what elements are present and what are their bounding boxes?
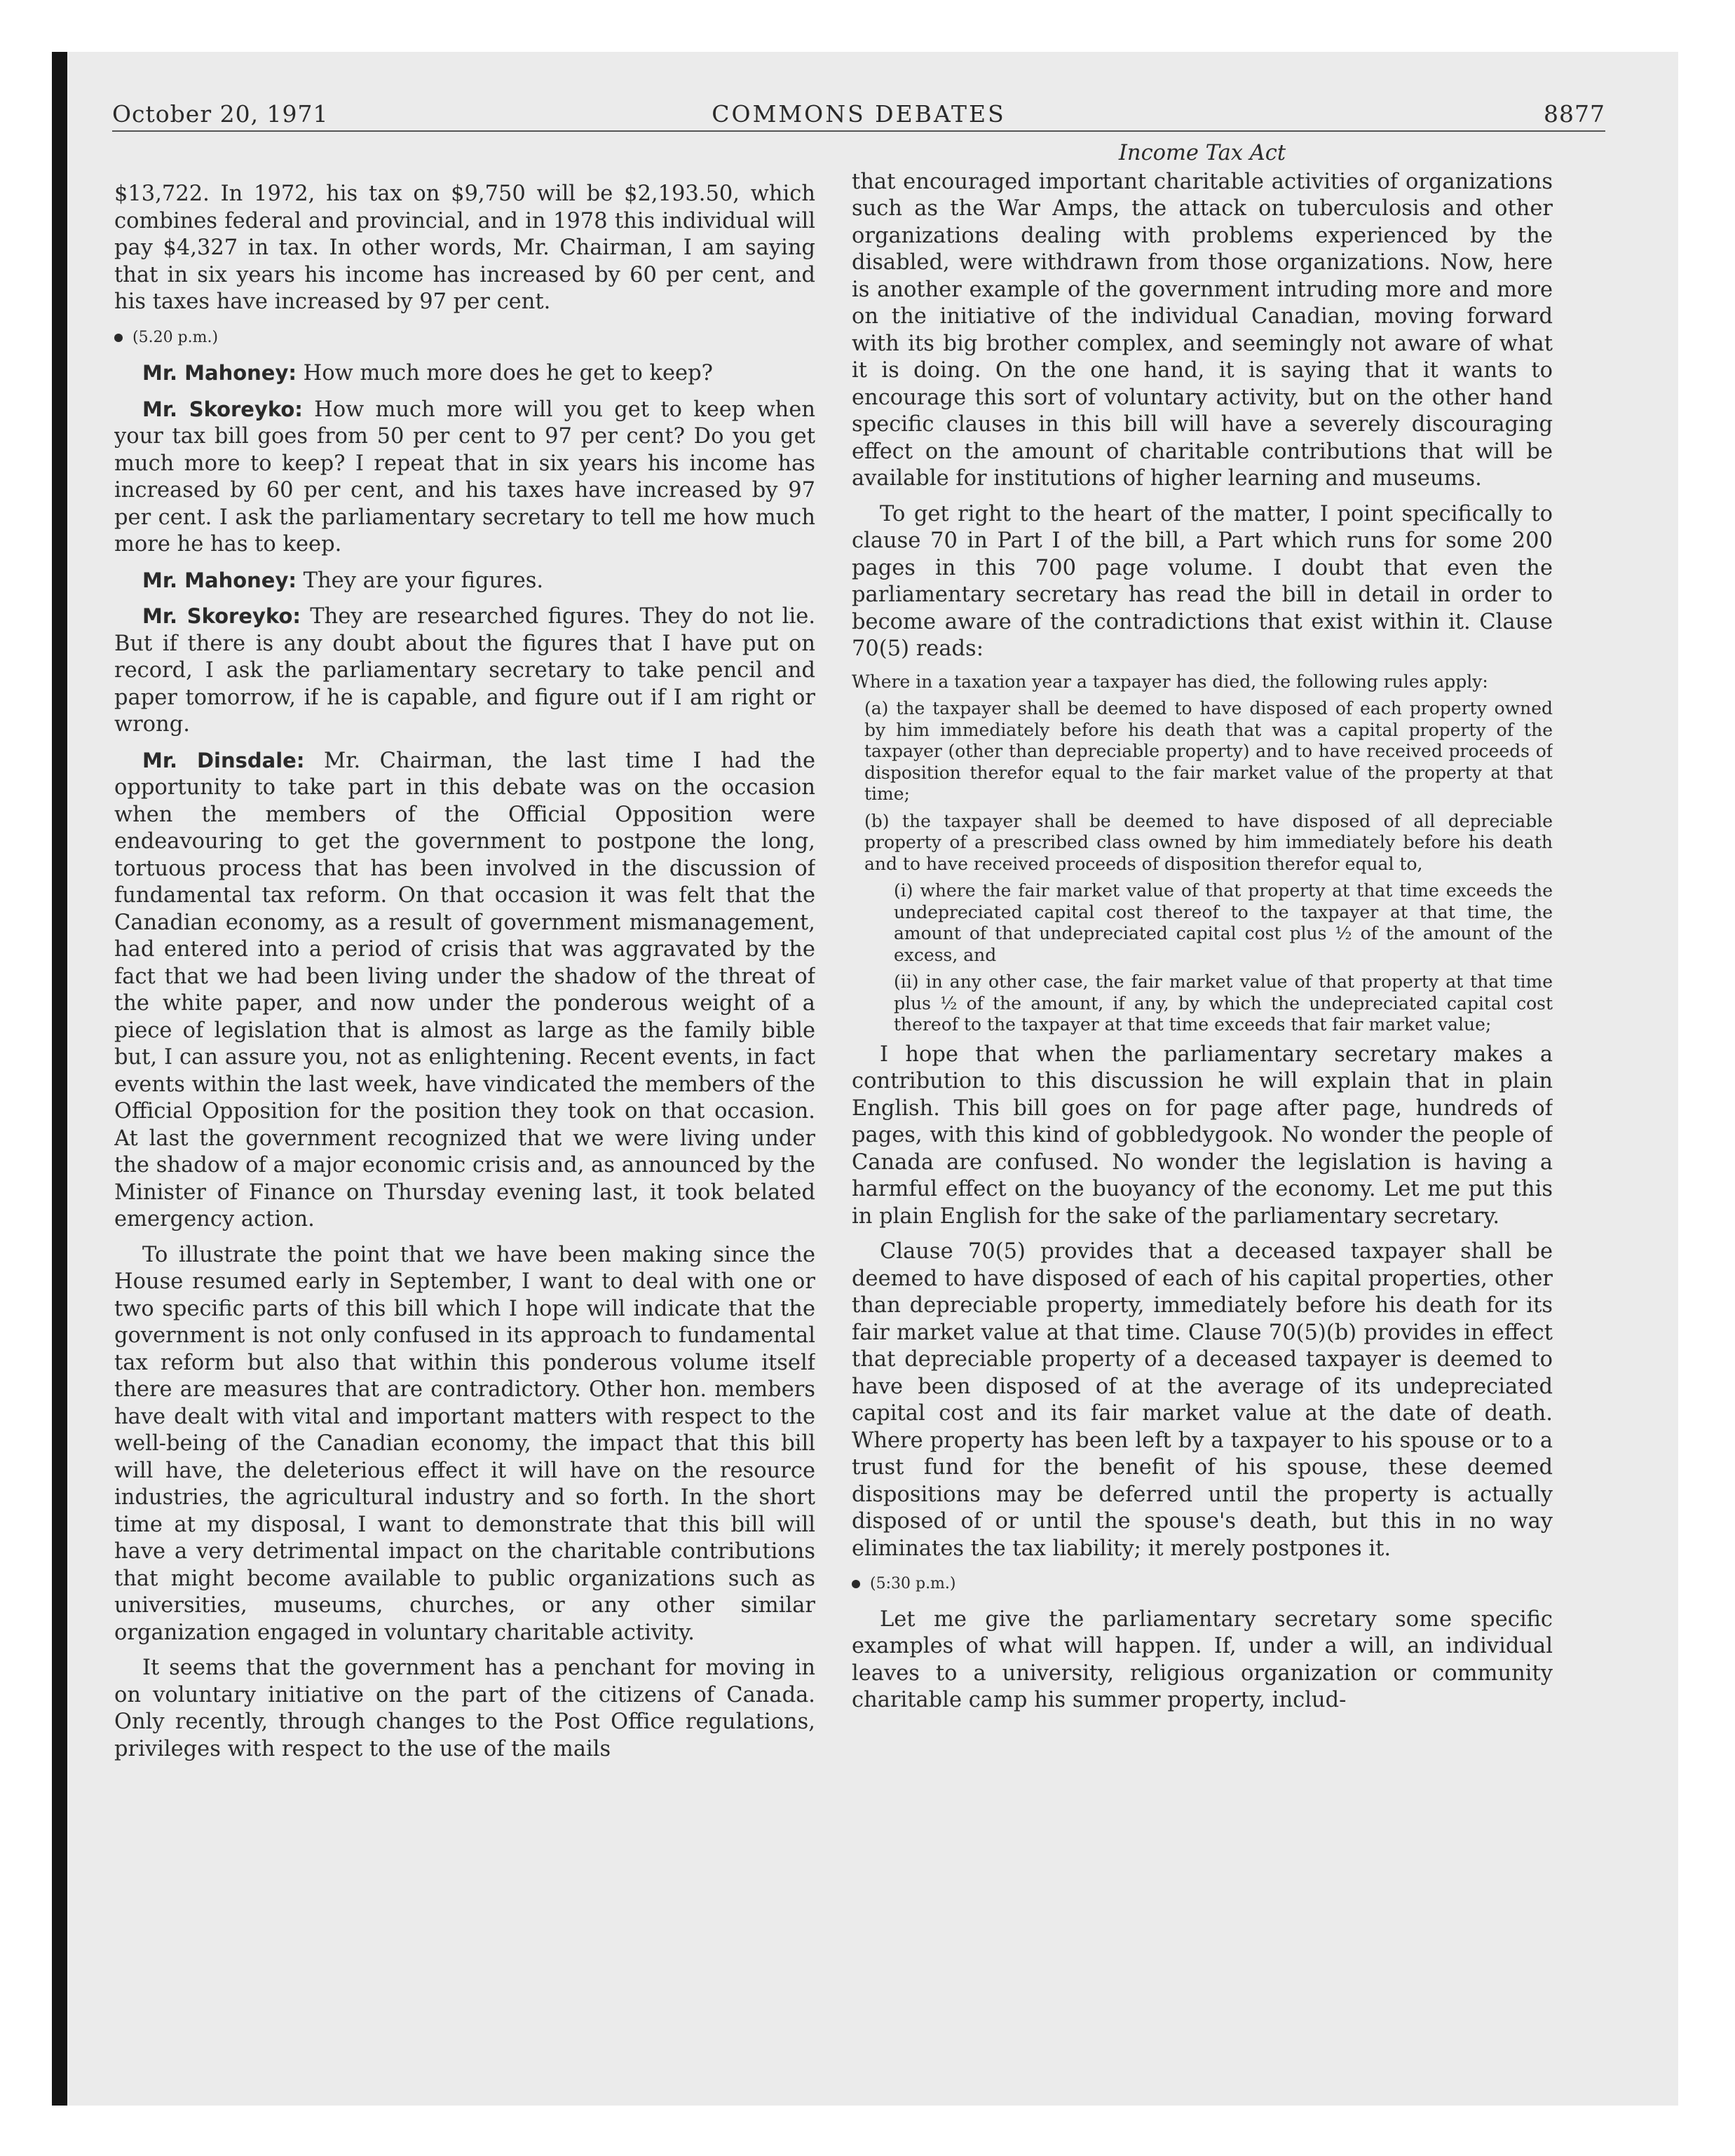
timestamp — [852, 1571, 1553, 1598]
timestamp-text: (5.20 p.m.) — [132, 328, 219, 346]
speech-text: How much more does he get to keep? — [303, 361, 713, 386]
header-publication: COMMONS DEBATES — [712, 100, 1006, 128]
quoted-clause: (b) the taxpayer shall be deemed to have disposed of all depreciable property of a prescribed class owned by him immediately before his death and to have received proceeds of disposition therefor equal to, — [864, 810, 1553, 874]
body-paragraph: It seems that the government has a penchant for moving in on voluntary initiative on the part of the citizens of Canada. Only recently, through changes to the Post Office regulations, privileges with respect to the use of the mails — [114, 1656, 815, 1761]
speaker-name: Mr. Mahoney: — [142, 568, 297, 592]
quoted-clause: (ii) in any other case, the fair market value of that property at that time plus ½ of the amount, if any, by which the undepreciated capital cost thereof to the taxpayer at that time exceeds that fair market value; — [894, 971, 1553, 1035]
timestamp-text: (5:30 p.m.) — [870, 1575, 956, 1592]
speech-text: They are researched figures. They do not lie. But if there is any doubt about the figures that I have put on record, I ask the parliamentary secretary to take pencil and paper tomorrow, if he is capable, and figure out if I am right or wrong. — [114, 604, 815, 737]
body-paragraph: that encouraged important charitable activities of organizations such as the War Amps, the attack on tuberculosis and other organizations dealing with problems experienced by the disabled, were withdrawn from those organizations. Now, here is another example of the government intruding more and more on the initiative of the individual Canadian, moving forward with its big brother complex, and seemingly not aware of what it is doing. On the one hand, it is saying that it wants to encourage this sort of voluntary activity, but on the other hand specific clauses in this bill will have a severely discouraging effect on the amount of charitable contributions that will be available for institutions of higher learning and museums. — [852, 169, 1553, 491]
body-paragraph: To get right to the heart of the matter, I point specifically to clause 70 in Part I of the bill, a Part which runs for some 200 pages in this 700 page volume. I doubt that even the parliamentary secretary has read the bill in detail in order to become aware of the contradictions that exist within it. Clause 70(5) reads: — [852, 501, 1553, 661]
speaker-name: Mr. Mahoney: — [142, 361, 297, 385]
quoted-clause: (i) where the fair market value of that property at that time exceeds the undepreciated capital cost thereof to the taxpayer at that time, the amount of that undepreciated capital cost plus ½ of the amount of the excess, and — [894, 880, 1553, 965]
running-head — [112, 90, 1605, 132]
speech-text: Mr. Chairman, the last time I had the opportunity to take part in this debate was on the occasion when the members of the Official Opposition were endeavouring to get the government to postpone the long, tortuous process that has been involved in the discussion of fundamental tax reform. On that occasion it was felt that the Canadian economy, as a result of government mismanagement, had entered into a period of crisis that was aggravated by the fact that we had been living under the shadow of the threat of the white paper, and now under the ponderous weight of a piece of legislation that is almost as large as the family bible but, I can assure you, not as enlightening. Recent events, in fact events within the last week, have vindicated the members of the Official Opposition for the position they took on that occasion. At last the government recognized that we were living under the shadow of a major economic crisis and, as announced by the Minister of Finance on Thursday evening last, it took belated emergency action. — [114, 748, 815, 1231]
bullet-icon — [852, 1580, 860, 1588]
quoted-clause: (a) the taxpayer shall be deemed to have disposed of each property owned by him immediately before his death that was a capital property of the taxpayer (other than depreciable property) and to have received proceeds of disposition therefor equal to the fair market value of the property at that time; — [864, 698, 1553, 804]
left-column — [114, 181, 815, 2003]
body-paragraph: Clause 70(5) provides that a deceased taxpayer shall be deemed to have disposed of each of his capital properties, other than depreciable property, immediately before his death for its fair market value at that time. Clause 70(5)(b) provides in effect that depreciable property of a deceased taxpayer is deemed to have been disposed of at the average of its undepreciated capital cost and its fair market value at the date of death. Where property has been left by a taxpayer to his spouse or to a trust fund for the benefit of his spouse, these deemed dispositions may be deferred until the property is actually disposed of or until the spouse's death, but this in no way eliminates the tax liability; it merely postpones it. — [852, 1239, 1553, 1561]
timestamp — [114, 325, 815, 352]
speech-paragraph — [114, 396, 815, 559]
speech-text: How much more will you get to keep when your tax bill goes from 50 per cent to 97 per cent? Do you get much more to keep? I repeat that in six years his income has increased by 60 per cent, and his taxes have increased by 97 per cent. I ask the parliamentary secretary to tell me how much more he has to keep. — [114, 397, 815, 557]
speech-paragraph — [114, 360, 815, 388]
scan-edge-shadow — [52, 52, 67, 2106]
speech-text: They are your figures. — [303, 568, 544, 593]
column-title: Income Tax Act — [1118, 141, 1286, 165]
header-page-number: 8877 — [1544, 100, 1605, 128]
speaker-name: Mr. Skoreyko: — [142, 397, 303, 421]
speaker-name: Mr. Dinsdale: — [142, 748, 305, 772]
body-paragraph: Let me give the parliamentary secretary some specific examples of what will happen. If, under a will, an individual leaves to a university, religious organization or community charitable camp his summer property, includ- — [852, 1606, 1553, 1712]
speech-paragraph — [114, 567, 815, 595]
body-paragraph: $13,722. In 1972, his tax on $9,750 will be $2,193.50, which combines federal and provincial, and in 1978 this individual will pay $4,327 in tax. In other words, Mr. Chairman, I am saying that in six years his income has increased by 60 per cent, and his taxes have increased by 97 per cent. — [114, 182, 815, 314]
body-paragraph: To illustrate the point that we have been making since the House resumed early in September, I want to deal with one or two specific parts of this bill which I hope will indicate that the government is not only confused in its approach to fundamental tax reform but also that within this ponderous volume itself there are measures that are contradictory. Other hon. members have dealt with vital and important matters with respect to the well-being of the Canadian economy, the impact that this bill will have, the deleterious effect it will have on the resource industries, the agricultural industry and so forth. In the short time at my disposal, I want to demonstrate that this bill will have a very detrimental impact on the charitable contributions that might become available to public organizations such as universities, museums, churches, or any other similar organization engaged in voluntary charitable activity. — [114, 1242, 815, 1645]
speaker-name: Mr. Skoreyko: — [142, 604, 301, 628]
right-column-body — [852, 169, 1553, 1714]
right-column — [852, 140, 1553, 1963]
speech-paragraph — [114, 603, 815, 739]
body-paragraph: I hope that when the parliamentary secretary makes a contribution to this discussion he will explain that in plain English. This bill goes on for page after page, hundreds of pages, with this kind of gobbledygook. No wonder the people of Canada are confused. No wonder the legislation is having a harmful effect on the buoyancy of the economy. Let me put this in plain English for the sake of the parliamentary secretary. — [852, 1042, 1553, 1229]
bullet-icon — [114, 334, 123, 342]
quoted-clause: Where in a taxation year a taxpayer has died, the following rules apply: — [852, 671, 1488, 692]
header-date: October 20, 1971 — [112, 100, 329, 128]
speech-paragraph — [114, 747, 815, 1234]
